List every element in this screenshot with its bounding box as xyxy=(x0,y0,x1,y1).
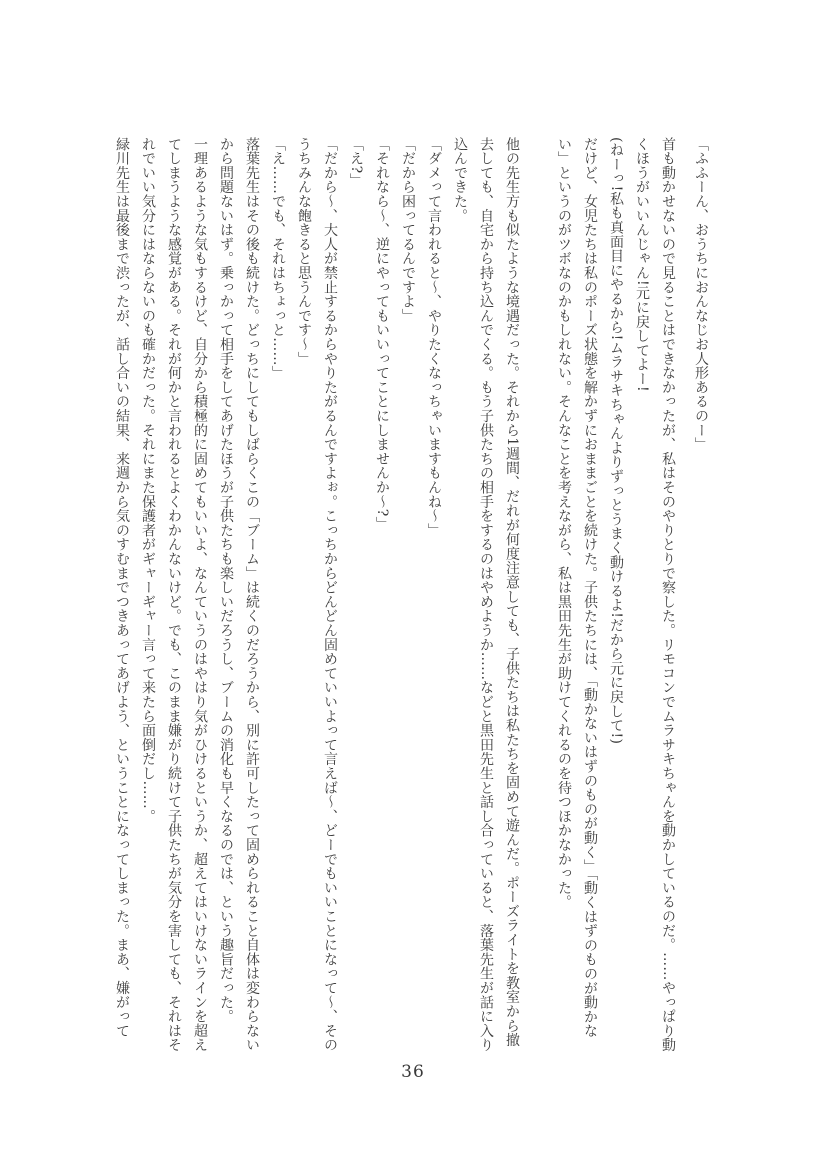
dialogue-line: 「それなら〜、逆にやってもいいってことにしませんか〜?」 xyxy=(374,137,390,531)
narration: 落葉先生はその後も続けた。どっちにしてもしばらくこの「ブーム」は続くのだろうから、別に許可したって固められること自体は変わらないから問題ないはず。乗っかって相手をしてあげたほうが子供たちも楽しいだろうし、ブームの消化も早くなるのでは、という趣旨だった。 xyxy=(218,137,260,1053)
dialogue-line: 「ふふーん、おうちにおんなじお人形あるのー」 xyxy=(693,137,709,452)
narration: 他の先生方も似たような境遇だった。それから1週間、だれが何度注意しても、子供たちは私たちを固めて遊んだ。ポーズライトを教室から撤去しても、自宅から持ち込んでくる。もう子供たちの相手をするのはやめようか……などと黒田先生と話し合っていると、落葉先生が話に入り込んできた。 xyxy=(452,137,520,1053)
dialogue-line: 「だから困ってるんですよ」 xyxy=(400,137,416,323)
dialogue-line: 「だから〜、大人が禁止するからやりたがるんですよぉ。こっちからどんどん固めていいよって言えば〜、どーでもいいことになって〜、そのうちみんな飽きると思うんです〜」 xyxy=(296,137,338,1053)
page-number: 36 xyxy=(401,1062,425,1082)
narration: だけど、女児たちは私のポーズ状態を解かずにおままごとを続けた。子供たちには、「動かないはずのものが動く」「動くはずのものが動かない」というのがツボなのかもしれない。そんなことを考えながら、私は黒田先生が助けてくれるのを待つほかなかった。 xyxy=(556,137,598,1039)
vertical-text-body xyxy=(112,137,714,1055)
narration: 緑川先生は最後まで渋ったが、話し合いの結果、来週から気のすむまでつきあってあげよう、ということになってしまった。まあ、嫌がって xyxy=(114,137,130,1038)
dialogue-line: (ねーっ!私も真面目にやるから!ムラサキちゃんよりずっとうまく動けるよ!だから元に戻して!) xyxy=(608,137,624,745)
dialogue-line: 「え……でも、それはちょっと……」 xyxy=(270,137,286,381)
narration: 一理あるような気もするけど、自分から積極的に固めてもいいよ、なんていうのはやはり気がひけるというか、超えてはいけないラインを超えてしまうような感覚がある。それが何かと言われるとよくわかんないけど。でも、このまま嫌がり続けて子供たちが気分を害しても、それはそれでいい気分にはならないのも確かだった。それにまた保護者がギャーギャー言って来たら面倒だし……。 xyxy=(140,137,208,1053)
narration: 首も動かせないので見ることはできなかったが、私はそのやりとりで察した。リモコンでムラサキちゃんを動かしているのだ。……やっぱり動くほうがいいんじゃん!元に戻してよー! xyxy=(634,137,676,1053)
dialogue-line: 「え?」 xyxy=(348,137,364,188)
dialogue-line: 「ダメって言われると〜、やりたくなっちゃいますもんね〜」 xyxy=(426,137,442,538)
